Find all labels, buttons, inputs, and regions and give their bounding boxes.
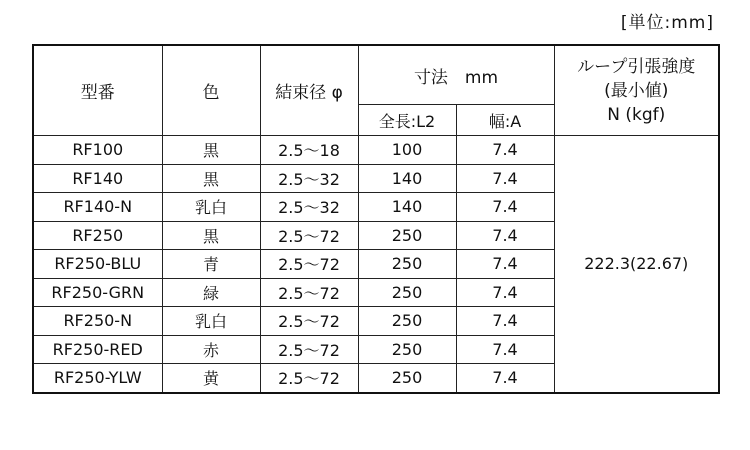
spec-table (32, 44, 720, 394)
cell-diameter: 2.5～72 (260, 250, 358, 279)
cell-color: 黒 (162, 136, 260, 165)
cell-width: 7.4 (456, 335, 554, 364)
cell-model: RF250-YLW (33, 364, 162, 393)
cell-color: 青 (162, 250, 260, 279)
header-dimensions: 寸法 mm (358, 45, 554, 105)
cell-width: 7.4 (456, 250, 554, 279)
header-loop-strength-line1: ループ引張強度 (577, 56, 696, 77)
cell-diameter: 2.5～72 (260, 221, 358, 250)
unit-note: [単位:mm] (620, 13, 714, 33)
cell-width: 7.4 (456, 193, 554, 222)
header-loop-strength-unit: N (kgf) (607, 104, 666, 125)
header-color: 色 (162, 45, 260, 136)
cell-length: 250 (358, 278, 456, 307)
cell-color: 乳白 (162, 193, 260, 222)
cell-diameter: 2.5～72 (260, 364, 358, 393)
cell-diameter: 2.5～72 (260, 335, 358, 364)
cell-length: 250 (358, 335, 456, 364)
cell-model: RF100 (33, 136, 162, 165)
table-row (33, 136, 719, 165)
header-loop-strength-line2: (最小値) (604, 80, 669, 101)
header-length: 全長:L2 (358, 105, 456, 136)
cell-color: 黒 (162, 221, 260, 250)
cell-model: RF250-BLU (33, 250, 162, 279)
cell-width: 7.4 (456, 221, 554, 250)
cell-model: RF140-N (33, 193, 162, 222)
cell-color: 乳白 (162, 307, 260, 336)
cell-length: 250 (358, 307, 456, 336)
cell-width: 7.4 (456, 136, 554, 165)
cell-color: 黒 (162, 164, 260, 193)
cell-color: 緑 (162, 278, 260, 307)
cell-length: 250 (358, 221, 456, 250)
header-bundle-diameter: 結束径 φ (260, 45, 358, 136)
cell-length: 250 (358, 250, 456, 279)
header-row-1 (33, 45, 719, 105)
cell-length: 100 (358, 136, 456, 165)
header-model: 型番 (33, 45, 162, 136)
cell-model: RF140 (33, 164, 162, 193)
cell-model: RF250-GRN (33, 278, 162, 307)
cell-color: 赤 (162, 335, 260, 364)
cell-diameter: 2.5～32 (260, 164, 358, 193)
cell-model: RF250 (33, 221, 162, 250)
cell-color: 黄 (162, 364, 260, 393)
cell-model: RF250-RED (33, 335, 162, 364)
cell-length: 140 (358, 193, 456, 222)
header-width: 幅:A (456, 105, 554, 136)
cell-model: RF250-N (33, 307, 162, 336)
cell-diameter: 2.5～72 (260, 278, 358, 307)
cell-length: 250 (358, 364, 456, 393)
cell-diameter: 2.5～32 (260, 193, 358, 222)
cell-width: 7.4 (456, 278, 554, 307)
cell-width: 7.4 (456, 164, 554, 193)
cell-diameter: 2.5～72 (260, 307, 358, 336)
cell-width: 7.4 (456, 364, 554, 393)
cell-loop-strength-value: 222.3(22.67) (554, 136, 719, 393)
cell-width: 7.4 (456, 307, 554, 336)
header-loop-strength (554, 45, 719, 136)
cell-length: 140 (358, 164, 456, 193)
spec-table-body (33, 45, 719, 393)
cell-diameter: 2.5～18 (260, 136, 358, 165)
